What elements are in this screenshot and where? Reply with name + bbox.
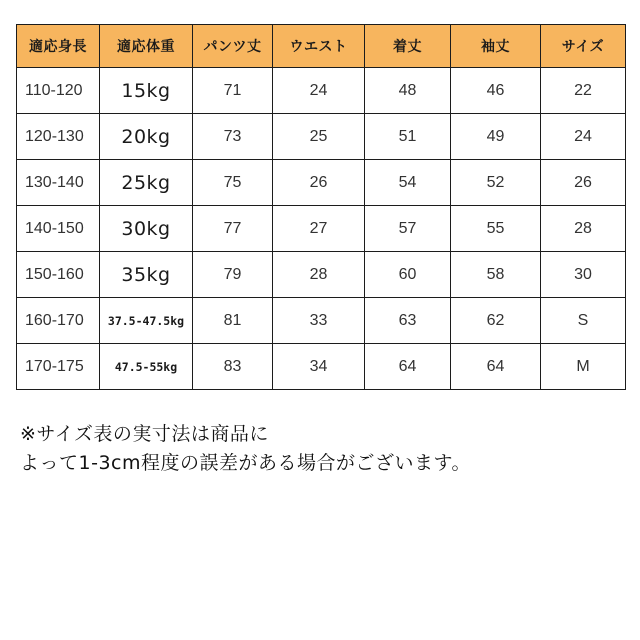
cell-pants-length: 81 [193, 298, 273, 344]
header-pants-length: パンツ丈 [193, 25, 273, 68]
size-table [16, 24, 626, 390]
cell-weight: 30kg [100, 206, 193, 252]
header-waist: ウエスト [273, 25, 365, 68]
table-row [17, 206, 626, 252]
cell-body-length: 64 [365, 344, 451, 390]
cell-waist: 27 [273, 206, 365, 252]
cell-waist: 25 [273, 114, 365, 160]
cell-height: 120-130 [17, 114, 100, 160]
cell-body-length: 51 [365, 114, 451, 160]
cell-size: 24 [541, 114, 626, 160]
cell-size: 28 [541, 206, 626, 252]
measurement-note [20, 420, 471, 478]
header-body-length: 着丈 [365, 25, 451, 68]
cell-body-length: 60 [365, 252, 451, 298]
cell-height: 170-175 [17, 344, 100, 390]
cell-sleeve-length: 62 [451, 298, 541, 344]
header-weight: 適応体重 [100, 25, 193, 68]
cell-weight: 37.5-47.5kg [100, 298, 193, 344]
cell-weight: 25kg [100, 160, 193, 206]
table-row [17, 252, 626, 298]
cell-sleeve-length: 64 [451, 344, 541, 390]
cell-height: 160-170 [17, 298, 100, 344]
cell-weight: 15kg [100, 68, 193, 114]
cell-height: 150-160 [17, 252, 100, 298]
cell-sleeve-length: 52 [451, 160, 541, 206]
note-line-1: ※サイズ表の実寸法は商品に [20, 423, 269, 445]
cell-pants-length: 71 [193, 68, 273, 114]
cell-waist: 24 [273, 68, 365, 114]
cell-weight: 35kg [100, 252, 193, 298]
header-sleeve-length: 袖丈 [451, 25, 541, 68]
cell-pants-length: 79 [193, 252, 273, 298]
header-height: 適応身長 [17, 25, 100, 68]
cell-weight: 47.5-55kg [100, 344, 193, 390]
cell-weight: 20kg [100, 114, 193, 160]
cell-sleeve-length: 46 [451, 68, 541, 114]
cell-height: 110-120 [17, 68, 100, 114]
cell-waist: 28 [273, 252, 365, 298]
cell-body-length: 63 [365, 298, 451, 344]
table-row [17, 114, 626, 160]
cell-body-length: 54 [365, 160, 451, 206]
cell-sleeve-length: 58 [451, 252, 541, 298]
header-size: サイズ [541, 25, 626, 68]
cell-size: 30 [541, 252, 626, 298]
cell-sleeve-length: 49 [451, 114, 541, 160]
table-row [17, 68, 626, 114]
cell-size: M [541, 344, 626, 390]
cell-waist: 34 [273, 344, 365, 390]
cell-height: 130-140 [17, 160, 100, 206]
cell-waist: 33 [273, 298, 365, 344]
cell-pants-length: 75 [193, 160, 273, 206]
cell-pants-length: 73 [193, 114, 273, 160]
cell-sleeve-length: 55 [451, 206, 541, 252]
table-row [17, 160, 626, 206]
cell-waist: 26 [273, 160, 365, 206]
table-row [17, 298, 626, 344]
table-header-row [17, 25, 626, 68]
table-row [17, 344, 626, 390]
cell-body-length: 57 [365, 206, 451, 252]
cell-size: 26 [541, 160, 626, 206]
cell-size: S [541, 298, 626, 344]
cell-height: 140-150 [17, 206, 100, 252]
cell-pants-length: 83 [193, 344, 273, 390]
cell-size: 22 [541, 68, 626, 114]
cell-pants-length: 77 [193, 206, 273, 252]
note-line-2: よって1-3cm程度の誤差がある場合がございます。 [20, 452, 471, 474]
cell-body-length: 48 [365, 68, 451, 114]
